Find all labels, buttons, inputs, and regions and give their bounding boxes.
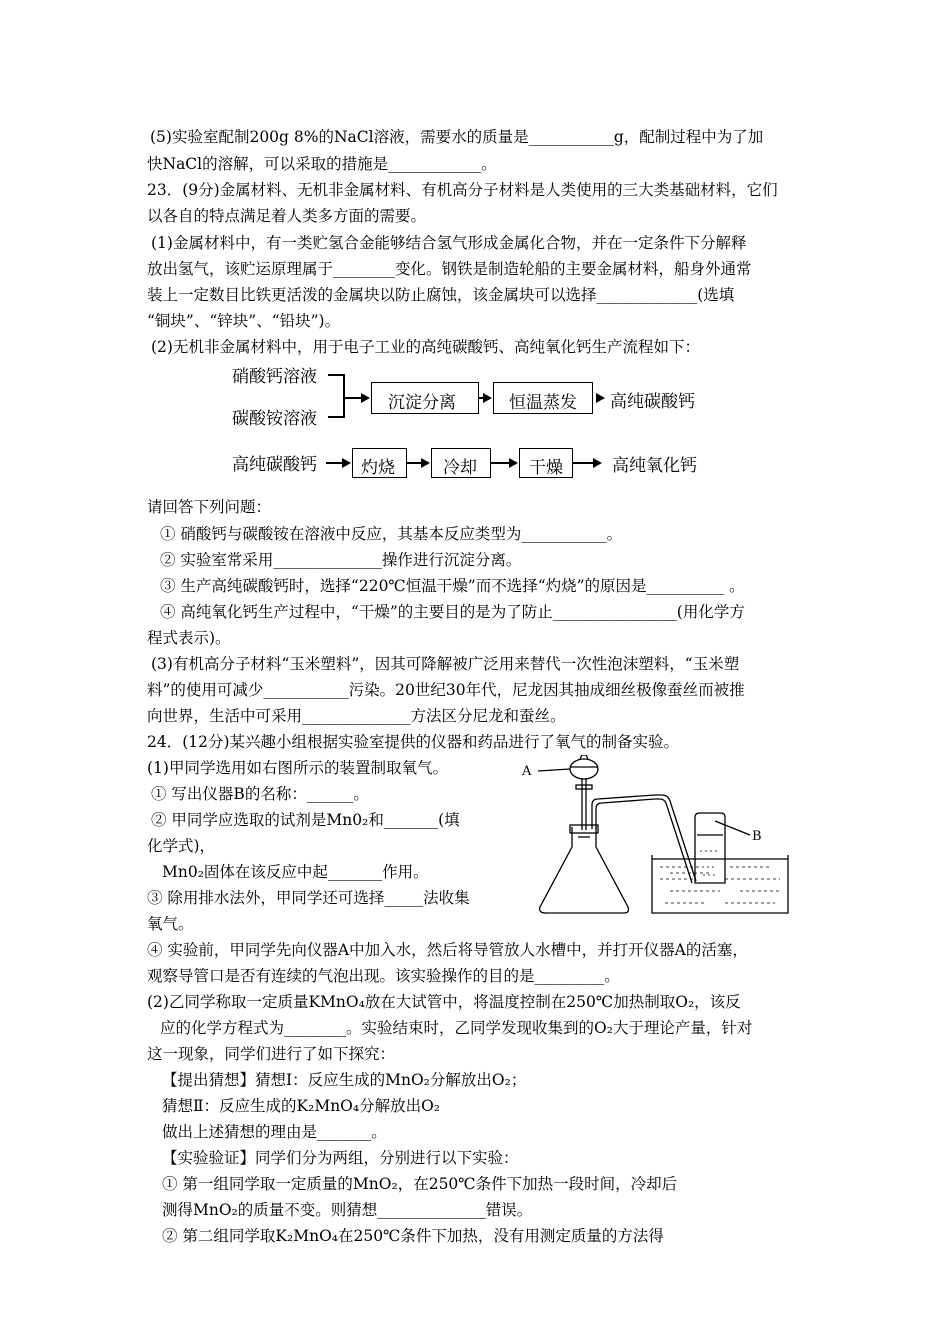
text-line: (1)金属材料中，有一类贮氢合金能够结合氢气形成金属化合物，并在一定条件下分解释 bbox=[151, 234, 747, 252]
connector-line bbox=[328, 416, 344, 418]
connector-line bbox=[328, 374, 344, 376]
text-line: 向世界，生活中可采用______________方法区分尼龙和蚕丝。 bbox=[147, 707, 566, 725]
arrow-icon bbox=[421, 458, 430, 468]
connector-line bbox=[343, 374, 345, 418]
text-line: (3)有机高分子材料“玉米塑料”，因其可降解被广泛用来替代一次性泡沫塑料，“玉米塑 bbox=[151, 655, 740, 673]
connector-line bbox=[407, 462, 421, 464]
text-line: “铜块”、“锌块”、“铅块”)。 bbox=[147, 312, 341, 330]
text-line: (5)实验室配制200g 8%的NaCl溶液，需要水的质量是___________g，配制过程中为了加 bbox=[150, 128, 764, 146]
text-line: ③ 生产高纯碳酸钙时，选择“220℃恒温干燥”而不选择“灼烧”的原因是__________ 。 bbox=[160, 577, 745, 595]
text-line: 观察导管口是否有连续的气泡出现。该实验操作的目的是_________。 bbox=[147, 967, 620, 985]
text-line: 料”的使用可减少___________污染。20世纪30年代，尼龙因其抽成细丝极像蚕丝而被推 bbox=[147, 681, 745, 699]
arrow-icon bbox=[509, 458, 518, 468]
text-line: ① 第一组同学取一定质量的MnO₂，在250℃条件下加热一段时间，冷却后 bbox=[162, 1175, 678, 1193]
arrow-icon bbox=[596, 393, 605, 403]
text-line: 装上一定数目比铁更活泼的金属块以防止腐蚀，该金属块可以选择_____________(选填 bbox=[147, 286, 735, 304]
oxygen-apparatus-diagram bbox=[520, 755, 810, 925]
text-line: 应的化学方程式为________。实验结束时，乙同学发现收集到的O₂大于理论产量，针对 bbox=[160, 1019, 753, 1037]
text-line: 测得MnO₂的质量不变。则猜想______________错误。 bbox=[162, 1201, 533, 1219]
text-line: 快NaCl的溶解，可以采取的措施是____________。 bbox=[147, 155, 497, 173]
arrow-icon bbox=[342, 458, 351, 468]
text-line: (1)甲同学选用如右图所示的装置制取氧气。 bbox=[147, 759, 448, 777]
text-line: ② 实验室常采用______________操作进行沉淀分离。 bbox=[160, 551, 522, 569]
flow1-step2-label: 恒温蒸发 bbox=[509, 393, 577, 413]
connector-line bbox=[326, 462, 342, 464]
text-line: (2)无机非金属材料中，用于电子工业的高纯碳酸钙、高纯氧化钙生产流程如下： bbox=[151, 338, 700, 356]
text-line: (2)乙同学称取一定质量KMnO₄放在大试管中，将温度控制在250℃加热制取O₂，该反 bbox=[147, 993, 741, 1011]
connector-line bbox=[573, 462, 593, 464]
flow1-input1: 硝酸钙溶液 bbox=[232, 367, 317, 387]
text-line: 请回答下列问题： bbox=[147, 498, 272, 516]
text-line: ① 硝酸钙与碳酸铵在溶液中反应，其基本反应类型为___________。 bbox=[160, 525, 623, 543]
text-line: ④ 实验前，甲同学先向仪器A中加入水，然后将导管放人水槽中，并打开仪器A的活塞， bbox=[147, 941, 748, 959]
text-line: 化学式)， bbox=[147, 837, 216, 855]
text-line: 以各自的特点满足着人类多方面的需要。 bbox=[147, 207, 427, 225]
connector-line bbox=[343, 397, 361, 399]
text-line: 猜想Ⅱ：反应生成的K₂MnO₄分解放出O₂ bbox=[162, 1097, 441, 1115]
text-line: 程式表示)。 bbox=[147, 629, 231, 647]
text-line: 23．(9分)金属材料、无机非金属材料、有机高分子材料是人类使用的三大类基础材料，它们 bbox=[147, 181, 778, 199]
text-line: 氧气。 bbox=[147, 915, 194, 933]
text-line: 这一现象，同学们进行了如下探究： bbox=[147, 1045, 396, 1063]
flow2-step1-label: 灼烧 bbox=[361, 458, 395, 478]
connector-line bbox=[491, 462, 509, 464]
arrow-icon bbox=[483, 393, 492, 403]
text-line: ④ 高纯氧化钙生产过程中，“干燥”的主要目的是为了防止________________(用化学方 bbox=[160, 603, 745, 621]
flow1-input2: 碳酸铵溶液 bbox=[232, 409, 317, 429]
text-line: ② 第二组同学取K₂MnO₄在250℃条件下加热，没有用测定质量的方法得 bbox=[162, 1227, 664, 1245]
text-line: Mn0₂固体在该反应中起_______作用。 bbox=[162, 863, 429, 881]
text-line: 24．(12分)某兴趣小组根据实验室提供的仪器和药品进行了氧气的制备实验。 bbox=[147, 733, 680, 751]
label-a: A bbox=[522, 764, 532, 779]
flow1-product: 高纯碳酸钙 bbox=[610, 392, 695, 412]
arrow-icon bbox=[361, 393, 370, 403]
arrow-icon bbox=[593, 458, 602, 468]
flow2-step3-label: 干燥 bbox=[529, 458, 563, 478]
text-line: 做出上述猜想的理由是_______。 bbox=[162, 1123, 387, 1141]
text-line: ③ 除用排水法外，甲同学还可选择_____法收集 bbox=[147, 889, 470, 907]
flow1-step1-label: 沉淀分离 bbox=[388, 393, 456, 413]
flow2-step2-label: 冷却 bbox=[443, 458, 477, 478]
text-line: 【提出猜想】猜想Ⅰ：反应生成的MnO₂分解放出O₂； bbox=[162, 1071, 527, 1089]
label-b: B bbox=[752, 829, 762, 844]
text-line: ① 写出仪器B的名称：______。 bbox=[151, 785, 369, 803]
text-line: 【实验验证】同学们分为两组，分别进行以下实验： bbox=[162, 1149, 519, 1167]
text-line: 放出氢气，该贮运原理属于________变化。钢铁是制造轮船的主要金属材料，船身外通常 bbox=[147, 260, 752, 278]
flow2-product: 高纯氧化钙 bbox=[612, 456, 697, 476]
flow2-input: 高纯碳酸钙 bbox=[232, 455, 317, 475]
text-line: ② 甲同学应选取的试剂是Mn0₂和_______(填 bbox=[151, 811, 460, 829]
